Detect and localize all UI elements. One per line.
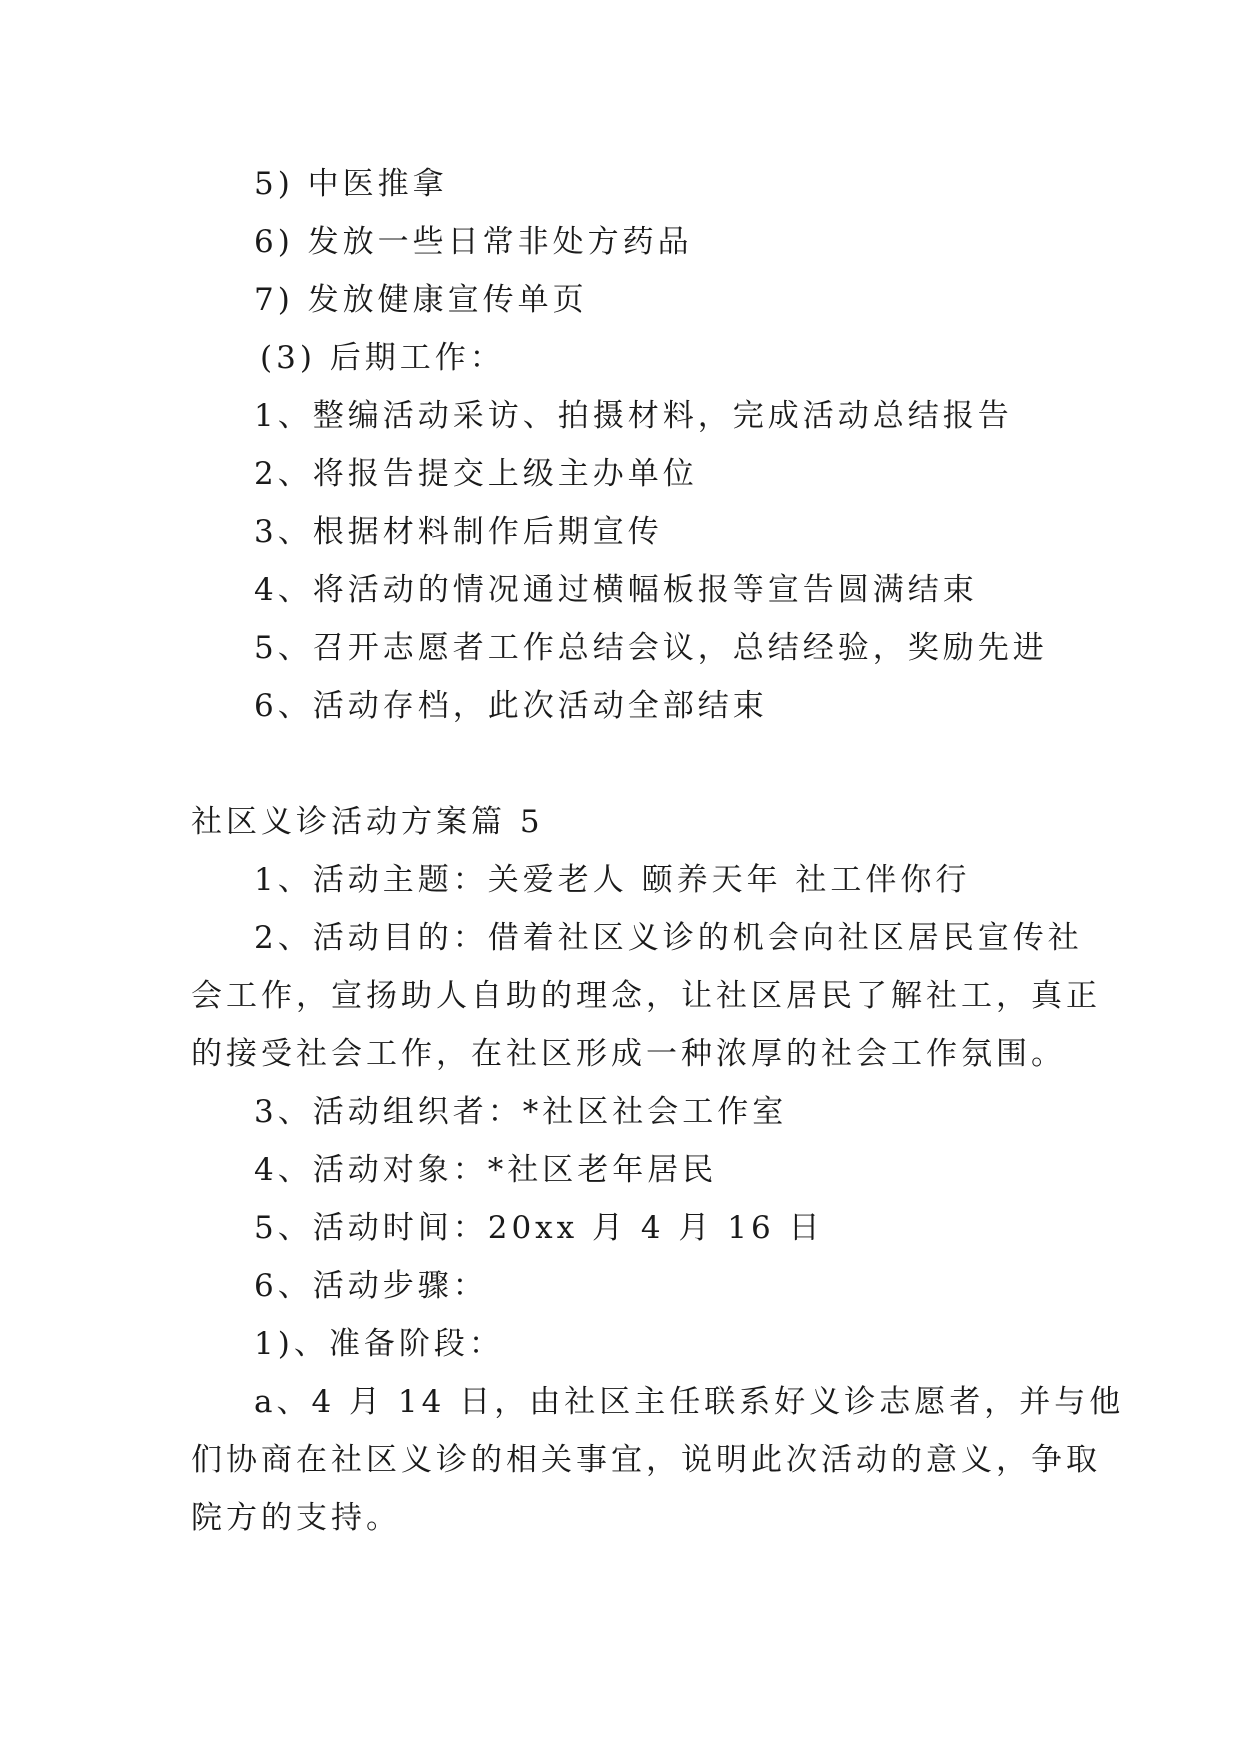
paragraph-line: a、4 月 14 日，由社区主任联系好义诊志愿者，并与他 [254, 1384, 1125, 1420]
list-item: 4、将活动的情况通过横幅板报等宣告圆满结束 [254, 572, 978, 608]
paragraph-line: 1)、准备阶段： [254, 1326, 504, 1362]
list-item: 5) 中医推拿 [254, 166, 448, 202]
paragraph-line: 6、活动步骤： [254, 1268, 488, 1304]
list-item: 6、活动存档，此次活动全部结束 [254, 688, 768, 724]
paragraph-line: 们协商在社区义诊的相关事宜，说明此次活动的意义，争取 [191, 1442, 1101, 1478]
paragraph-line: 会工作，宣扬助人自助的理念，让社区居民了解社工，真正 [191, 978, 1101, 1014]
paragraph-line: 4、活动对象：*社区老年居民 [254, 1152, 718, 1188]
list-item: 3、根据材料制作后期宣传 [254, 514, 663, 550]
phase-heading: (3) 后期工作： [260, 340, 505, 376]
paragraph-line: 3、活动组织者：*社区社会工作室 [254, 1094, 788, 1130]
paragraph-line: 2、活动目的：借着社区义诊的机会向社区居民宣传社 [254, 920, 1083, 956]
paragraph-line: 的接受社会工作，在社区形成一种浓厚的社会工作氛围。 [191, 1036, 1066, 1072]
list-item: 1、整编活动采访、拍摄材料，完成活动总结报告 [254, 398, 1013, 434]
paragraph-line: 5、活动时间：20xx 月 4 月 16 日 [254, 1210, 824, 1246]
list-item: 6) 发放一些日常非处方药品 [254, 224, 693, 260]
list-item: 5、召开志愿者工作总结会议，总结经验，奖励先进 [254, 630, 1048, 666]
section-title: 社区义诊活动方案篇 5 [191, 804, 544, 840]
list-item: 7) 发放健康宣传单页 [254, 282, 588, 318]
paragraph-line: 院方的支持。 [191, 1500, 401, 1536]
paragraph-line: 1、活动主题：关爱老人 颐养天年 社工伴你行 [254, 862, 971, 898]
list-item: 2、将报告提交上级主办单位 [254, 456, 698, 492]
